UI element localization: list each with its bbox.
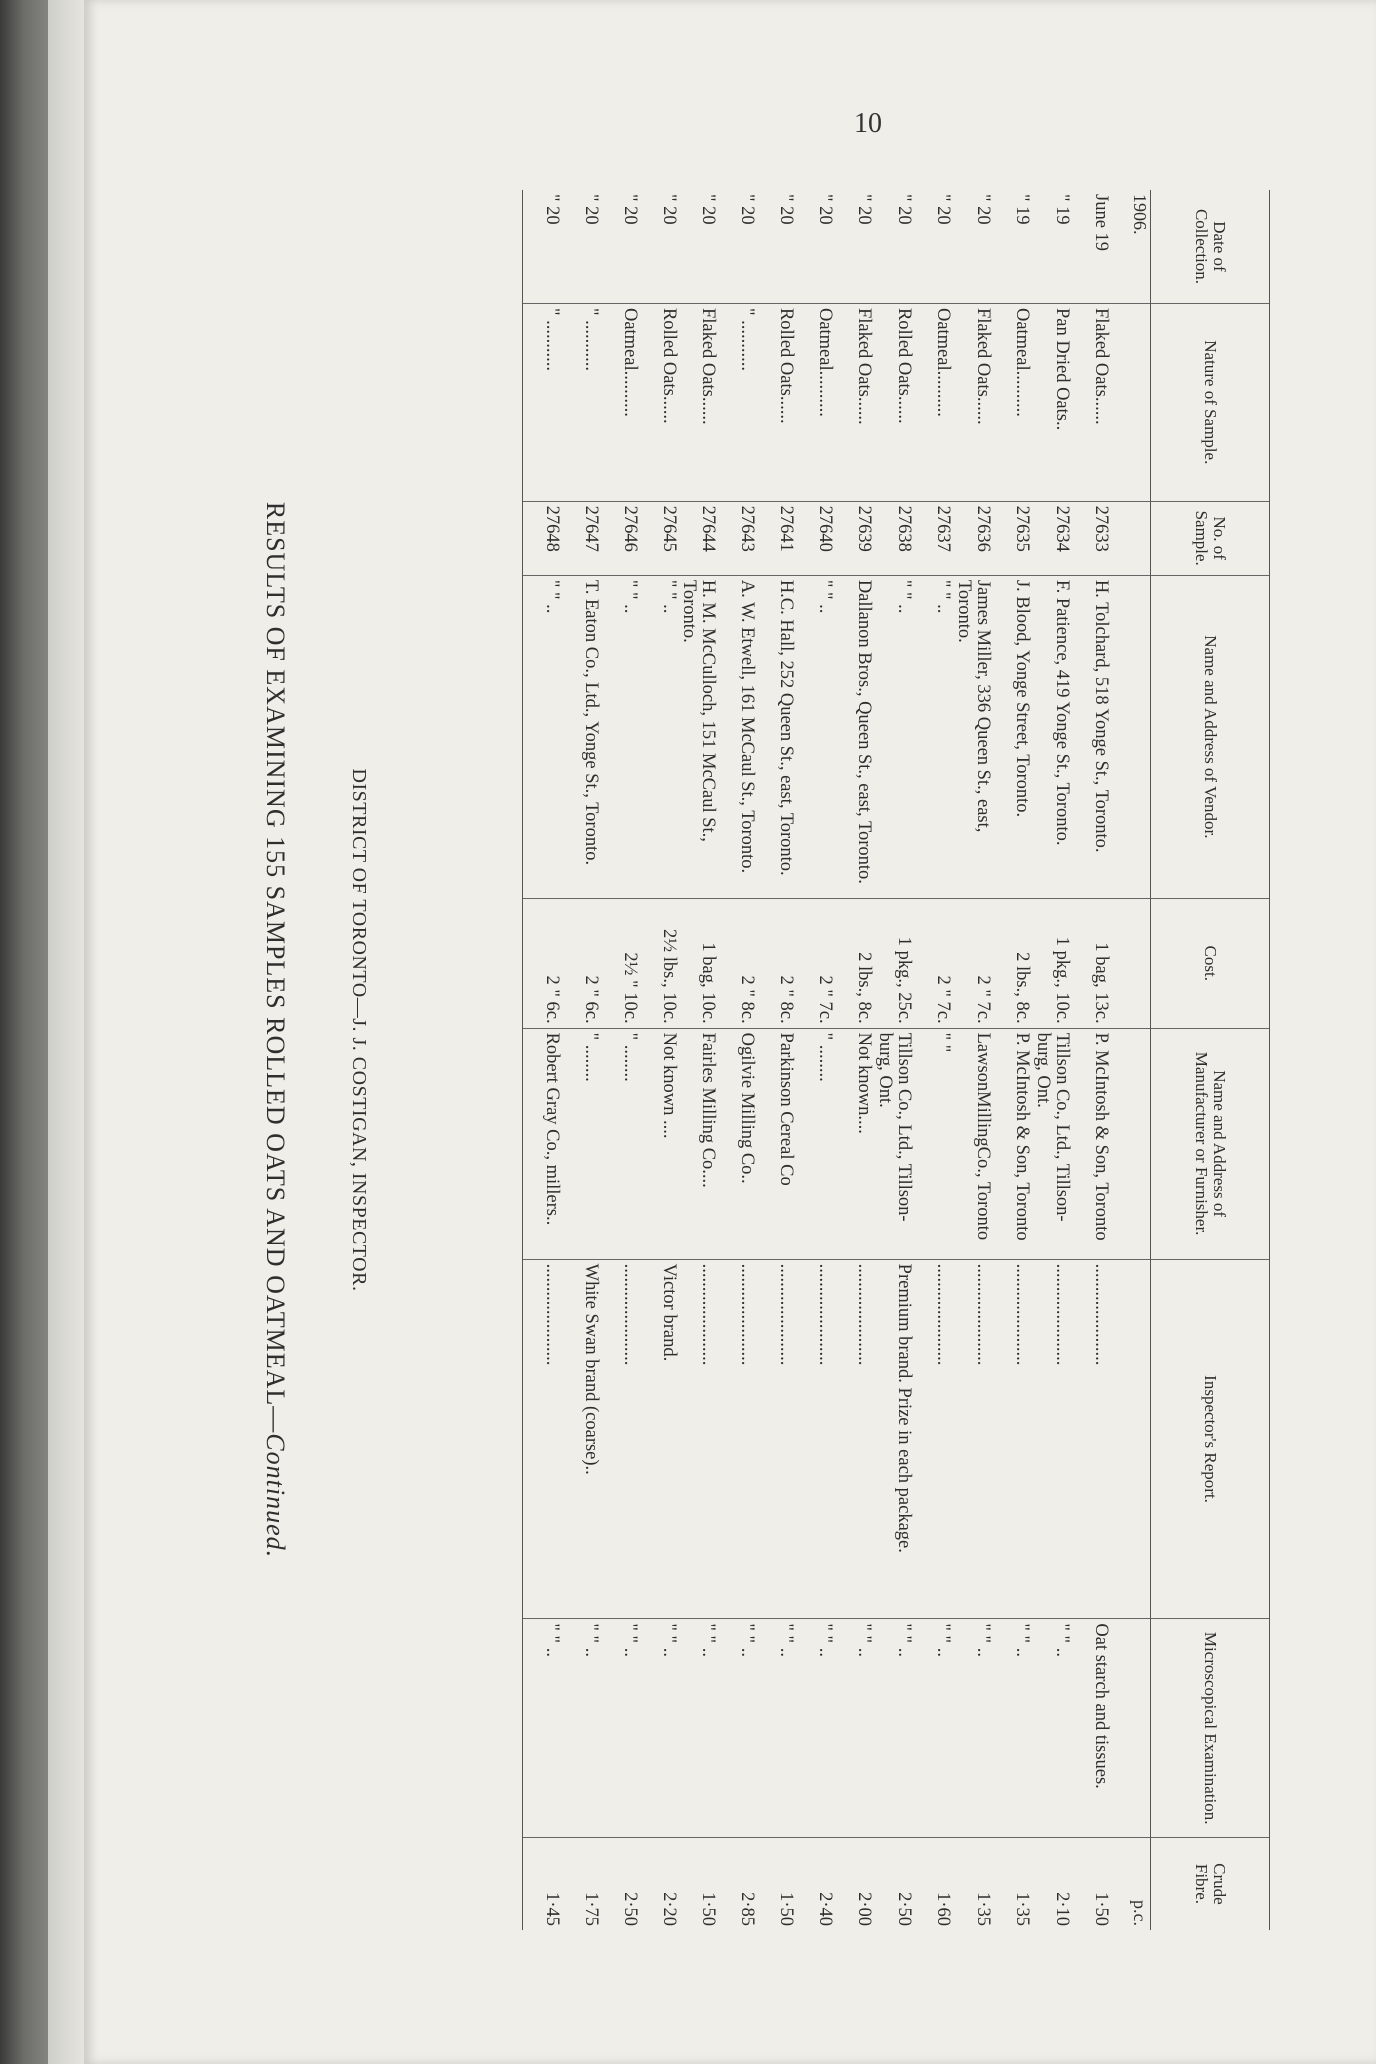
cell-fibre: 2·20 xyxy=(640,1837,679,1930)
cell-no: 27639 xyxy=(835,501,874,575)
cell-date: June 19 xyxy=(1091,194,1111,252)
cell-vendor: " " .. xyxy=(522,575,562,898)
col-header-cost: Cost. xyxy=(1151,898,1270,1028)
cell-maker: P. McIntosh & Son, Toronto xyxy=(993,1028,1032,1259)
page-title xyxy=(260,150,290,1910)
cell-no: 27636 xyxy=(953,501,993,575)
cell-vendor: F. Patience, 419 Yonge St., Toronto. xyxy=(1032,575,1072,898)
cell-fibre: 1·35 xyxy=(993,1837,1032,1930)
cell-cost: 2 " 7c. xyxy=(796,898,835,1028)
table-row xyxy=(679,190,719,1930)
cell-date: " 20 xyxy=(815,194,836,225)
cell-cost: 2½ " 10c. xyxy=(601,898,640,1028)
cell-report: ...................... xyxy=(522,1259,562,1619)
cell-vendor: H. Tolchard, 518 Yonge St., Toronto. xyxy=(1072,575,1111,898)
cell-micro: " " .. xyxy=(522,1619,562,1838)
cell-report: ...................... xyxy=(953,1259,993,1619)
cell-micro: " " .. xyxy=(1032,1619,1072,1838)
cell-micro: " " .. xyxy=(679,1619,719,1838)
year-label: 1906. xyxy=(1130,194,1150,235)
cell-vendor: A. W. Etwell, 161 McCaul St., Toronto. xyxy=(718,575,757,898)
cell-report: ...................... xyxy=(993,1259,1032,1619)
cell-report: ...................... xyxy=(796,1259,835,1619)
cell-no: 27645 xyxy=(640,501,679,575)
cell-micro: " " .. xyxy=(601,1619,640,1838)
table-row xyxy=(874,190,914,1930)
cell-cost: 2½ lbs., 10c. xyxy=(640,898,679,1028)
cell-maker: " ........ xyxy=(601,1028,640,1259)
cell-maker: P. McIntosh & Son, Toronto xyxy=(1072,1028,1111,1259)
cell-report: ...................... xyxy=(757,1259,796,1619)
cell-cost: 1 pkg., 10c. xyxy=(1032,898,1072,1028)
cell-micro: " " .. xyxy=(953,1619,993,1838)
table-row xyxy=(1032,190,1072,1930)
cell-date: " 20 xyxy=(580,194,601,225)
cell-no: 27640 xyxy=(796,501,835,575)
cell-fibre: 1·50 xyxy=(679,1837,719,1930)
cell-maker: " ........ xyxy=(562,1028,601,1259)
cell-cost: 1 bag, 10c. xyxy=(679,898,719,1028)
title-main: RESULTS OF EXAMINING 155 SAMPLES ROLLED OATS AND OATMEAL— xyxy=(261,501,290,1434)
cell-micro: " " .. xyxy=(835,1619,874,1838)
cell-cost: 2 " 7c. xyxy=(953,898,993,1028)
cell-fibre: 2·40 xyxy=(796,1837,835,1930)
cell-date: " 19 xyxy=(1012,194,1033,225)
cell-nature: " ........... xyxy=(562,303,601,501)
cell-date: " 20 xyxy=(522,190,562,303)
cell-report: Premium brand. Prize in each package. xyxy=(874,1259,914,1619)
cell-cost: 1 pkg., 25c. xyxy=(874,898,914,1028)
rotated-content xyxy=(200,150,1290,1970)
cell-report: ...................... xyxy=(718,1259,757,1619)
cell-report: Victor brand. xyxy=(640,1259,679,1619)
cell-report: ...................... xyxy=(679,1259,719,1619)
cell-vendor: " " .. xyxy=(601,575,640,898)
cell-maker: LawsonMillingCo., Toronto xyxy=(953,1028,993,1259)
cell-no: 27637 xyxy=(914,501,953,575)
cell-no: 27643 xyxy=(718,501,757,575)
col-header-vendor: Name and Address of Vendor. xyxy=(1151,575,1270,898)
cell-vendor: " " .. xyxy=(640,575,679,898)
col-header-fibre: Crude Fibre. xyxy=(1151,1837,1270,1930)
table-row xyxy=(914,190,953,1930)
cell-fibre: 2·10 xyxy=(1032,1837,1072,1930)
title-continued: Continued. xyxy=(261,1433,290,1559)
col-header-maker: Name and Address of Manufacturer or Furnisher. xyxy=(1151,1028,1270,1259)
cell-no: 27647 xyxy=(562,501,601,575)
results-table xyxy=(522,190,1270,1930)
cell-vendor: H.C. Hall, 252 Queen St., east, Toronto. xyxy=(757,575,796,898)
cell-fibre: 1·75 xyxy=(562,1837,601,1930)
cell-maker: " ........ xyxy=(796,1028,835,1259)
cell-vendor: T. Eaton Co., Ltd., Yonge St., Toronto. xyxy=(562,575,601,898)
cell-cost: 2 " 6c. xyxy=(522,898,562,1028)
cell-maker: Not known.... xyxy=(835,1028,874,1259)
cell-maker: " " xyxy=(914,1028,953,1259)
cell-no: 27634 xyxy=(1032,501,1072,575)
cell-cost: 2 " 8c. xyxy=(718,898,757,1028)
cell-nature: Flaked Oats...... xyxy=(835,303,874,501)
cell-no: 27648 xyxy=(522,501,562,575)
cell-nature: " ........... xyxy=(522,303,562,501)
cell-report: White Swan brand (coarse).. xyxy=(562,1259,601,1619)
table-row xyxy=(796,190,835,1930)
cell-fibre: 1·50 xyxy=(1072,1837,1111,1930)
cell-no: 27641 xyxy=(757,501,796,575)
cell-micro: " " .. xyxy=(640,1619,679,1838)
table-row xyxy=(718,190,757,1930)
cell-report: ...................... xyxy=(1072,1259,1111,1619)
cell-cost: 2 " 6c. xyxy=(562,898,601,1028)
cell-date: " 19 xyxy=(1052,194,1072,225)
cell-cost: 2 lbs., 8c. xyxy=(993,898,1032,1028)
cell-micro: " " .. xyxy=(993,1619,1032,1838)
col-header-nature: Nature of Sample. xyxy=(1151,303,1270,501)
col-header-no: No. of Sample. xyxy=(1151,501,1270,575)
cell-date: " 20 xyxy=(854,194,875,225)
cell-fibre: 2·00 xyxy=(835,1837,874,1930)
cell-fibre: 1·45 xyxy=(522,1837,562,1930)
cell-report: ...................... xyxy=(1032,1259,1072,1619)
cell-no: 27638 xyxy=(874,501,914,575)
fibre-unit: p.c. xyxy=(1111,1837,1151,1930)
table-row xyxy=(522,190,562,1930)
col-header-date: Date of Collection. xyxy=(1151,190,1270,303)
table-row xyxy=(835,190,874,1930)
cell-report: ...................... xyxy=(601,1259,640,1619)
cell-no: 27633 xyxy=(1072,501,1111,575)
cell-nature: " ........... xyxy=(718,303,757,501)
cell-nature: Rolled Oats...... xyxy=(757,303,796,501)
cell-nature: Oatmeal.......... xyxy=(796,303,835,501)
header-row xyxy=(1151,190,1270,1930)
cell-fibre: 1·35 xyxy=(953,1837,993,1930)
cell-report: ...................... xyxy=(835,1259,874,1619)
cell-nature: Rolled Oats...... xyxy=(640,303,679,501)
cell-micro: " " .. xyxy=(562,1619,601,1838)
cell-maker: Tillson Co., Ltd., Tillson-burg, Ont. xyxy=(874,1028,914,1259)
table-row xyxy=(640,190,679,1930)
cell-cost: 2 lbs., 8c. xyxy=(835,898,874,1028)
col-header-report: Inspector's Report. xyxy=(1151,1259,1270,1619)
cell-no: 27644 xyxy=(679,501,719,575)
cell-micro: " " .. xyxy=(757,1619,796,1838)
cell-vendor: Dallanon Bros., Queen St., east, Toronto. xyxy=(835,575,874,898)
cell-vendor: " " .. xyxy=(796,575,835,898)
cell-nature: Flaked Oats...... xyxy=(679,303,719,501)
cell-micro: " " .. xyxy=(718,1619,757,1838)
cell-date: " 20 xyxy=(658,194,679,225)
table-row xyxy=(757,190,796,1930)
cell-fibre: 2·50 xyxy=(874,1837,914,1930)
cell-cost: 2 " 7c. xyxy=(914,898,953,1028)
cell-micro: Oat starch and tissues. xyxy=(1072,1619,1111,1838)
cell-date: " 20 xyxy=(933,194,954,225)
cell-fibre: 2·85 xyxy=(718,1837,757,1930)
cell-nature: Pan Dried Oats.. xyxy=(1032,303,1072,501)
cell-vendor: " " .. xyxy=(874,575,914,898)
col-header-micro: Microscopical Examination. xyxy=(1151,1619,1270,1838)
cell-no: 27635 xyxy=(993,501,1032,575)
underlying-page-edge xyxy=(48,0,89,2064)
cell-maker: Tillson Co., Ltd., Tillson-burg, Ont. xyxy=(1032,1028,1072,1259)
table-row xyxy=(993,190,1032,1930)
cell-micro: " " .. xyxy=(796,1619,835,1838)
table-row xyxy=(1072,190,1111,1930)
cell-date: " 20 xyxy=(776,194,797,225)
cell-report: ...................... xyxy=(914,1259,953,1619)
cell-date: " 20 xyxy=(737,194,758,225)
page-number: 10 xyxy=(854,108,882,139)
cell-fibre: 1·50 xyxy=(757,1837,796,1930)
cell-nature: Oatmeal.......... xyxy=(601,303,640,501)
district-subtitle: DISTRICT OF TORONTO—J. J. COSTIGAN, INSPECTOR. xyxy=(348,768,370,1292)
cell-nature: Rolled Oats...... xyxy=(874,303,914,501)
cell-vendor: H. M. McCulloch, 151 McCaul St., Toronto. xyxy=(679,575,719,898)
cell-date: " 20 xyxy=(894,194,915,225)
cell-maker: Robert Gray Co., millers.. xyxy=(522,1028,562,1259)
cell-vendor: James Miller, 336 Queen St., east, Toronto. xyxy=(953,575,993,898)
cell-date: " 20 xyxy=(619,194,640,225)
cell-no: 27646 xyxy=(601,501,640,575)
cell-vendor: " " .. xyxy=(914,575,953,898)
cell-maker: Parkinson Cereal Co xyxy=(757,1028,796,1259)
cell-maker: Ogilvie Milling Co.. xyxy=(718,1028,757,1259)
cell-fibre: 1·60 xyxy=(914,1837,953,1930)
table-row xyxy=(562,190,601,1930)
cell-cost: 2 " 8c. xyxy=(757,898,796,1028)
table-row xyxy=(601,190,640,1930)
cell-date: " 20 xyxy=(973,194,994,225)
cell-micro: " " .. xyxy=(914,1619,953,1838)
year-row xyxy=(1111,190,1151,1930)
cell-nature: Flaked Oats...... xyxy=(953,303,993,501)
cell-fibre: 2·50 xyxy=(601,1837,640,1930)
cell-nature: Oatmeal.......... xyxy=(993,303,1032,501)
table-row xyxy=(953,190,993,1930)
cell-nature: Oatmeal.......... xyxy=(914,303,953,501)
cell-nature: Flaked Oats...... xyxy=(1072,303,1111,501)
cell-date: " 20 xyxy=(698,194,719,225)
cell-vendor: J. Blood, Yonge Street, Toronto. xyxy=(993,575,1032,898)
cell-maker: Fairles Milling Co.... xyxy=(679,1028,719,1259)
cell-cost: 1 bag, 13c. xyxy=(1072,898,1111,1028)
cell-micro: " " .. xyxy=(874,1619,914,1838)
cell-maker: Not known .... xyxy=(640,1028,679,1259)
